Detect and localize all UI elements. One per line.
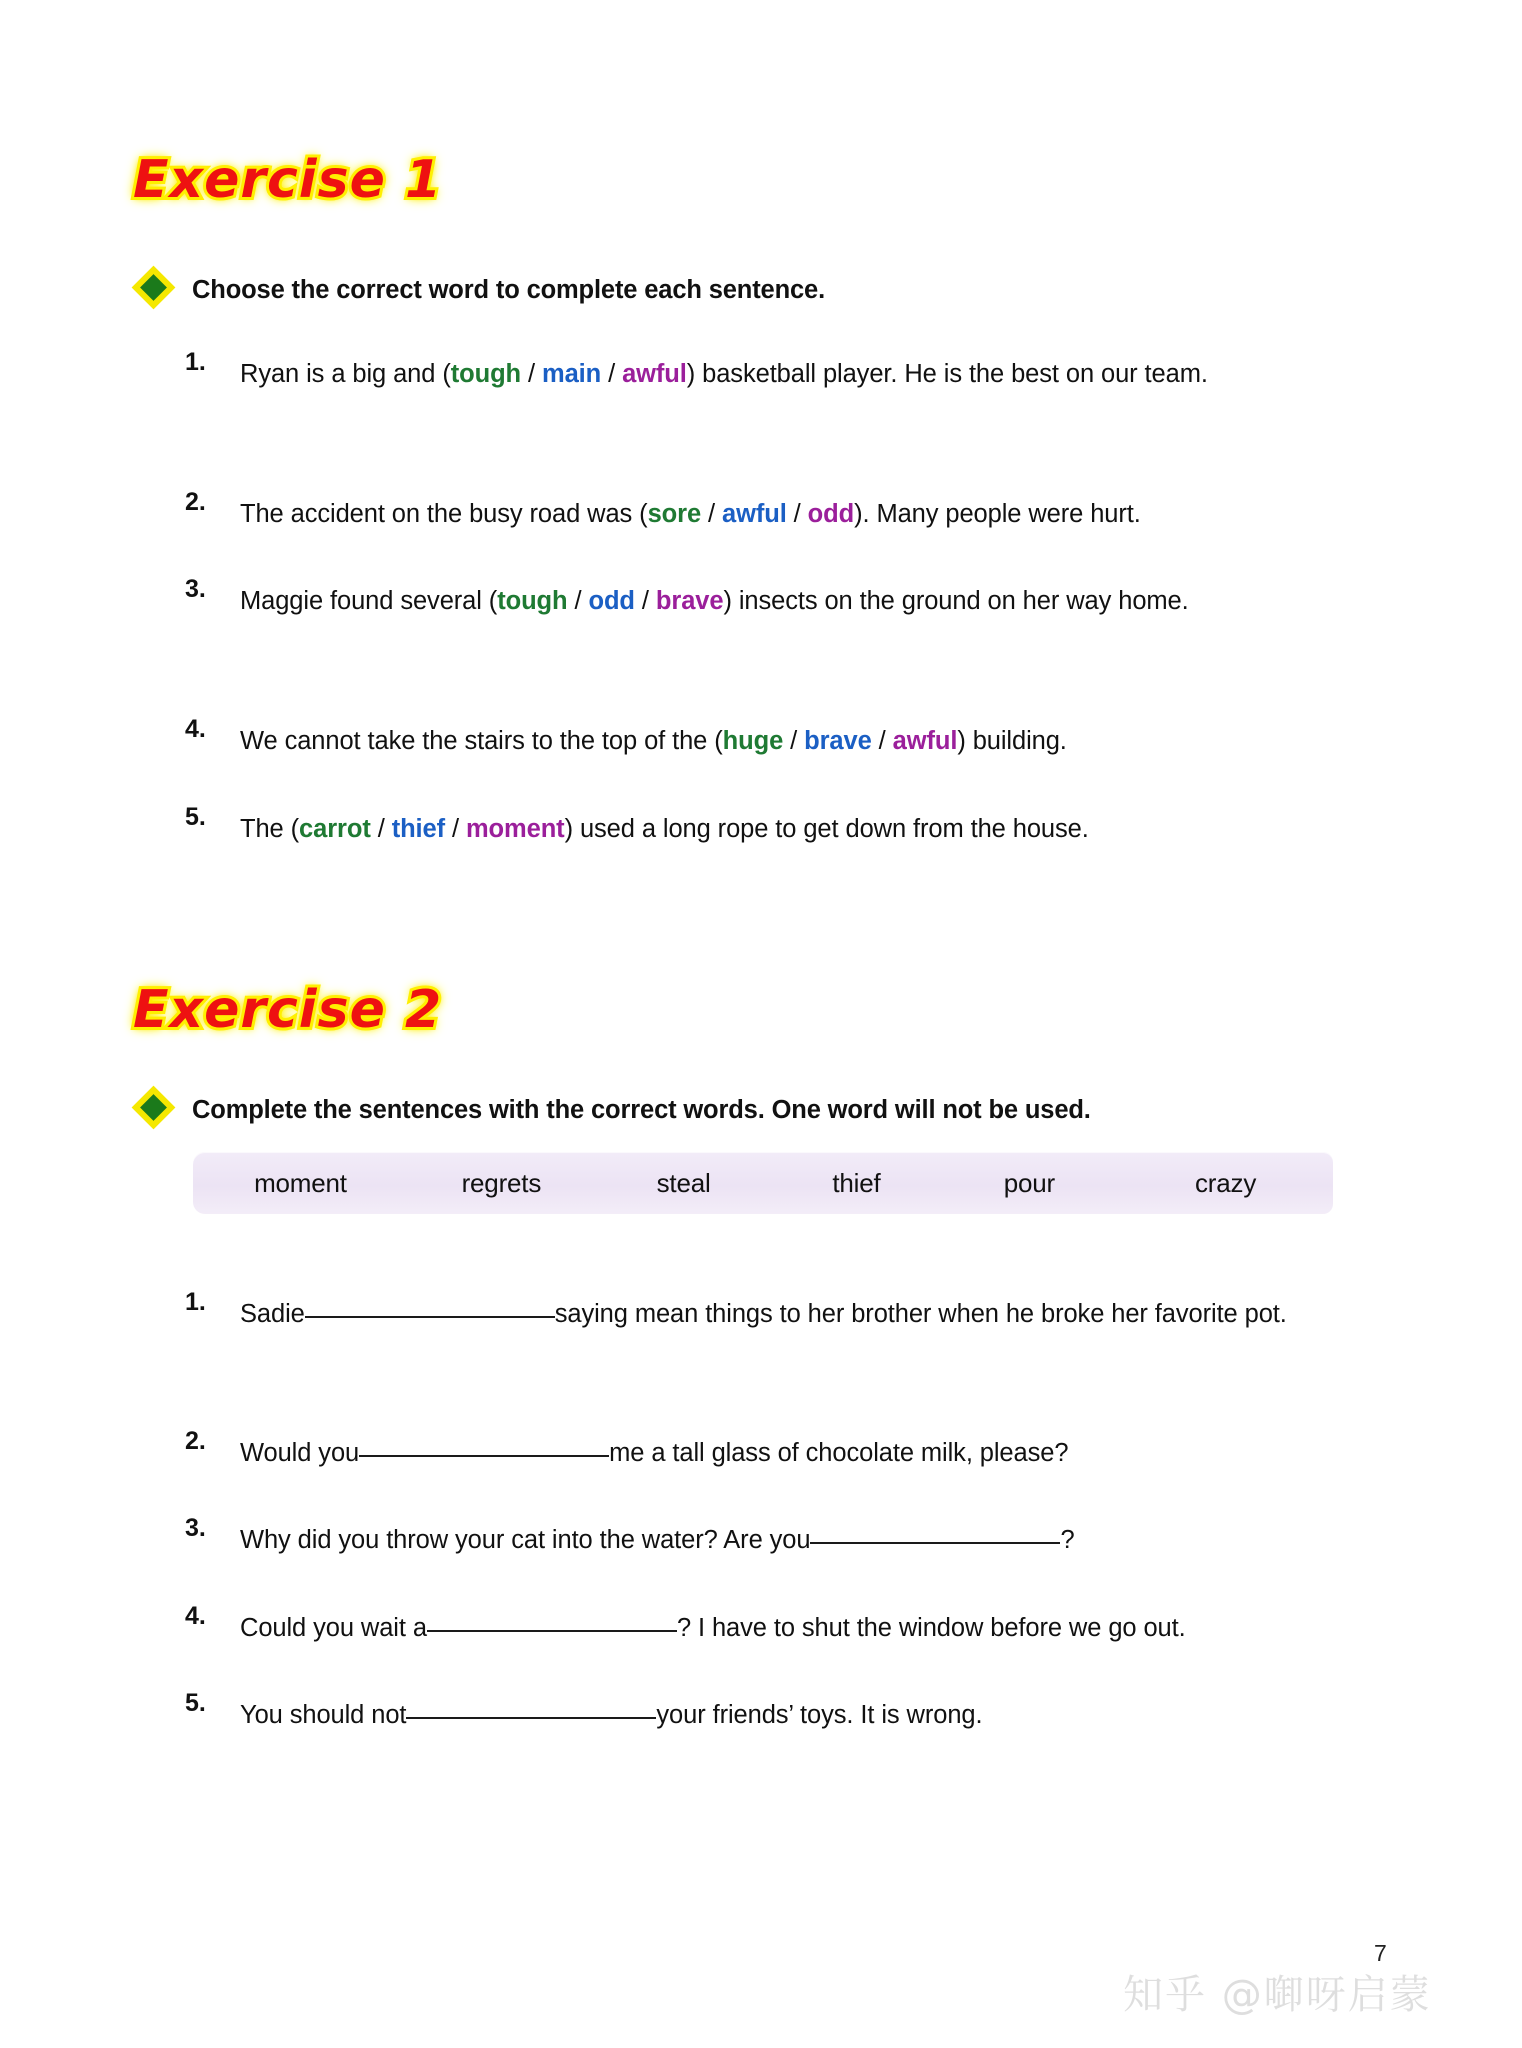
question-suffix: ). Many people were hurt. (854, 500, 1141, 528)
question-number: 5. (185, 1689, 206, 1717)
question-suffix: me a tall glass of chocolate milk, please? (609, 1439, 1069, 1467)
question-number: 1. (185, 348, 206, 376)
question-prefix: You should not (240, 1701, 407, 1729)
question-suffix: ? (1060, 1526, 1075, 1554)
question-number: 3. (185, 575, 206, 603)
question-prefix: Why did you throw your cat into the water? Are you (240, 1526, 811, 1554)
question-prefix: Could you wait a (240, 1614, 427, 1642)
word-bank-item[interactable]: crazy (1195, 1167, 1257, 1198)
question-number: 4. (185, 1602, 206, 1630)
question-number: 1. (185, 1288, 206, 1316)
question-number: 2. (185, 488, 206, 516)
question-prefix: We cannot take the stairs to the top of the ( (240, 727, 723, 755)
answer-blank[interactable] (427, 1630, 677, 1632)
answer-blank[interactable] (359, 1455, 609, 1457)
choice-word-3: brave (655, 587, 724, 615)
question-suffix: ) used a long rope to get down from the house. (564, 815, 1089, 843)
question-text (240, 1514, 1370, 1566)
question-suffix: ) insects on the ground on her way home. (723, 587, 1189, 615)
question-text (240, 1689, 1370, 1741)
exercise-2-title: Exercise 2 (133, 980, 443, 1040)
question-suffix: ) building. (957, 727, 1067, 755)
choice-word-3: awful (622, 360, 687, 388)
choice-word-1: tough (497, 587, 568, 615)
diamond-bullet-icon (140, 1094, 167, 1121)
word-bank-item[interactable]: thief (832, 1167, 881, 1198)
exercise-1-title: Exercise 1 (133, 150, 443, 210)
question-prefix: Maggie found several ( (240, 587, 498, 615)
word-bank (193, 1152, 1333, 1214)
choice-word-2: thief (391, 815, 446, 843)
diamond-bullet-icon (140, 274, 167, 301)
page-number: 7 (1374, 1940, 1387, 1966)
choice-word-2: main (542, 360, 602, 388)
question-text (240, 1288, 1350, 1340)
question-number: 3. (185, 1514, 206, 1542)
question-prefix: The accident on the busy road was ( (240, 500, 648, 528)
word-bank-item[interactable]: moment (254, 1167, 347, 1198)
question-prefix: The ( (240, 815, 300, 843)
question-text: Maggie found several (tough / odd / brave) insects on the ground on her way home. (240, 587, 1189, 615)
question-suffix: ? I have to shut the window before we go out. (676, 1614, 1186, 1642)
choice-word-1: carrot (299, 815, 371, 843)
word-bank-item[interactable]: steal (656, 1167, 711, 1198)
question-suffix: saying mean things to her brother when he broke her favorite pot. (554, 1300, 1287, 1328)
choice-word-1: sore (647, 500, 702, 528)
question-text: Ryan is a big and (tough / main / awful) basketball player. He is the best on our team. (240, 360, 1208, 388)
exercise-1-instruction: Choose the correct word to complete each sentence. (192, 276, 826, 304)
exercise-2-instruction: Complete the sentences with the correct words. One word will not be used. (192, 1096, 1091, 1124)
word-bank-item[interactable]: regrets (461, 1167, 542, 1198)
question-prefix: Ryan is a big and ( (240, 360, 451, 388)
answer-blank[interactable] (305, 1316, 555, 1318)
choice-word-2: awful (722, 500, 787, 528)
question-text: The accident on the busy road was (sore / awful / odd). Many people were hurt. (240, 500, 1141, 528)
word-bank-item[interactable]: pour (1003, 1167, 1055, 1198)
question-number: 2. (185, 1427, 206, 1455)
question-text: The (carrot / thief / moment) used a long rope to get down from the house. (240, 815, 1089, 843)
question-text (240, 1427, 1370, 1479)
answer-blank[interactable] (810, 1542, 1060, 1544)
question-suffix: ) basketball player. He is the best on our team. (686, 360, 1208, 388)
question-text: We cannot take the stairs to the top of the (huge / brave / awful) building. (240, 727, 1067, 755)
watermark: 知乎 @啣呀启蒙 (1123, 1972, 1432, 2018)
question-number: 5. (185, 803, 206, 831)
choice-word-1: tough (450, 360, 522, 388)
choice-word-3: odd (807, 500, 855, 528)
question-prefix: Sadie (240, 1300, 305, 1328)
question-text (240, 1602, 1400, 1654)
choice-word-1: huge (722, 727, 784, 755)
choice-word-3: moment (465, 815, 565, 843)
answer-blank[interactable] (406, 1717, 656, 1719)
choice-word-2: odd (588, 587, 635, 615)
choice-word-2: brave (804, 727, 872, 755)
choice-word-3: awful (892, 727, 958, 755)
question-number: 4. (185, 715, 206, 743)
question-prefix: Would you (240, 1439, 360, 1467)
question-suffix: your friends’ toys. It is wrong. (656, 1701, 983, 1729)
